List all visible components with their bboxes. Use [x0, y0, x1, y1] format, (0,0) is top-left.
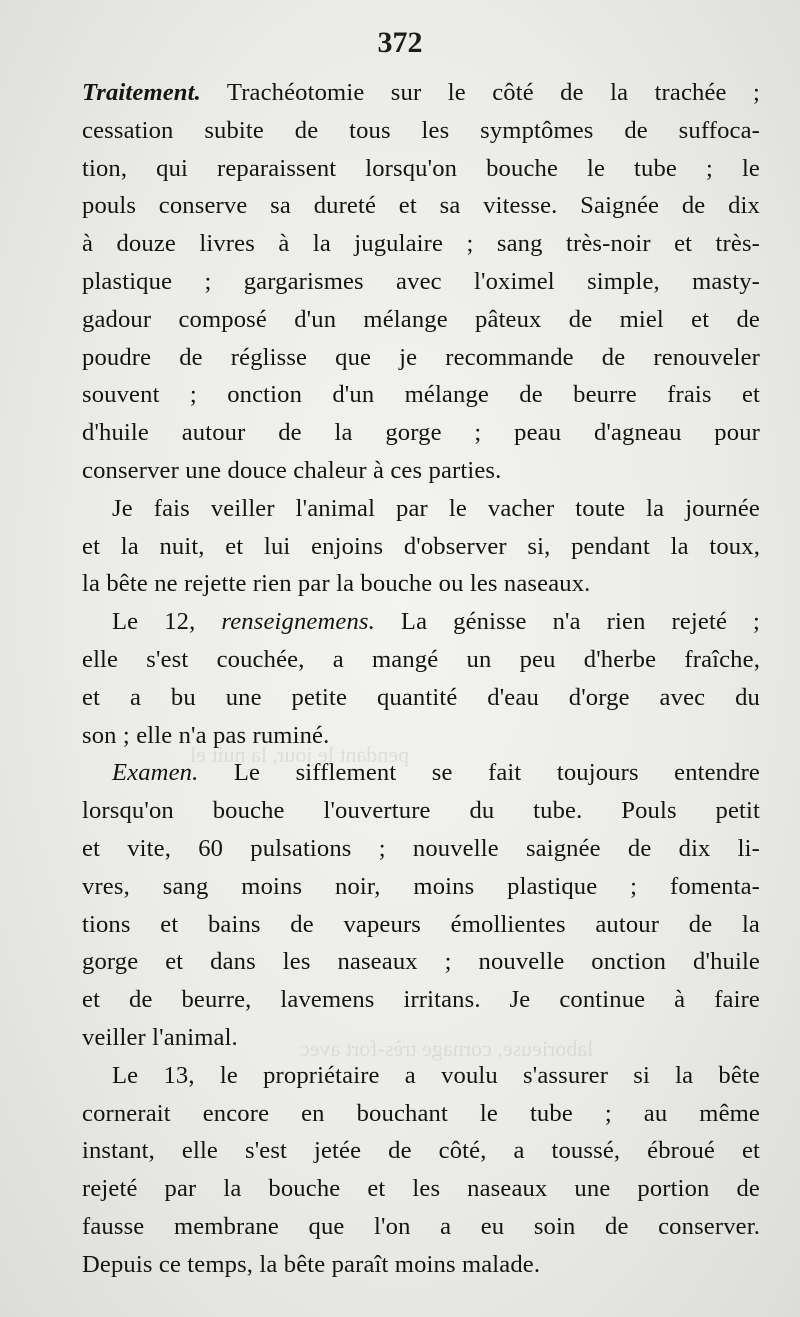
text-line — [82, 1246, 760, 1284]
text-line — [82, 641, 760, 679]
line-text: et vite, 60 pulsations ; nouvelle saignée de dix li- — [82, 834, 760, 862]
line-text: conserver une douce chaleur à ces parties. — [82, 456, 502, 484]
text-line — [82, 906, 760, 944]
text-line — [82, 414, 760, 452]
line-text: gadour composé d'un mélange pâteux de miel et de — [82, 305, 760, 333]
line-text: et de beurre, lavemens irritans. Je continue à faire — [82, 986, 760, 1014]
text-line — [82, 376, 760, 414]
show-through-text: laborieuse, cornage très-fort avec — [300, 1036, 594, 1061]
text-line — [82, 225, 760, 263]
line-text: Le 13, le propriétaire a voulu s'assurer si la bête — [112, 1061, 760, 1089]
line-text: tions et bains de vapeurs émollientes autour de la — [82, 910, 760, 938]
line-text: plastique ; gargarismes avec l'oximel simple, masty- — [82, 267, 760, 295]
line-text: fausse membrane que l'on a eu soin de conserver. — [82, 1212, 760, 1240]
line-text: à douze livres à la jugulaire ; sang très-noir et très- — [82, 230, 760, 258]
line-text: elle s'est couchée, a mangé un peu d'herbe fraîche, — [82, 645, 760, 673]
text-line — [82, 1095, 760, 1133]
line-text: d'huile autour de la gorge ; peau d'agneau pour — [82, 419, 760, 447]
line-text: souvent ; onction d'un mélange de beurre frais et — [82, 381, 760, 409]
line-text: Je fais veiller l'animal par le vacher toute la journée — [112, 494, 760, 522]
body-text — [82, 74, 760, 1284]
text-line — [82, 868, 760, 906]
line-text: et la nuit, et lui enjoins d'observer si, pendant la toux, — [82, 532, 760, 560]
line-lead: Examen. — [112, 759, 199, 787]
line-text: pouls conserve sa dureté et sa vitesse. Saignée de dix — [82, 192, 760, 220]
text-line — [82, 792, 760, 830]
line-text: La génisse n'a rien rejeté ; — [374, 608, 760, 636]
line-text: veiller l'animal. — [82, 1023, 238, 1051]
line-text: vres, sang moins noir, moins plastique ; fomenta- — [82, 872, 760, 900]
line-text: instant, elle s'est jetée de côté, a toussé, ébroué et — [82, 1137, 760, 1165]
text-line — [82, 301, 760, 339]
text-line — [82, 490, 760, 528]
text-line — [82, 830, 760, 868]
line-text: et a bu une petite quantité d'eau d'orge avec du — [82, 683, 760, 711]
line-text: tion, qui reparaissent lorsqu'on bouche le tube ; le — [82, 154, 760, 182]
text-line — [82, 603, 760, 641]
text-line — [82, 943, 760, 981]
page-number: 372 — [377, 26, 423, 59]
line-text: cessation subite de tous les symptômes de suffoca- — [82, 116, 760, 144]
line-text: rejeté par la bouche et les naseaux une portion de — [82, 1175, 760, 1203]
line-text: lorsqu'on bouche l'ouverture du tube. Pouls petit — [82, 797, 760, 825]
text-line — [82, 754, 760, 792]
text-line — [82, 1019, 760, 1057]
text-line — [82, 565, 760, 603]
text-line — [82, 74, 760, 112]
text-line — [82, 981, 760, 1019]
line-lead: Traitement. — [82, 79, 201, 106]
text-line — [82, 679, 760, 717]
text-line — [82, 112, 760, 150]
text-line — [82, 717, 760, 755]
text-line — [82, 263, 760, 301]
line-text: Depuis ce temps, la bête paraît moins malade. — [82, 1250, 541, 1278]
line-text: cornerait encore en bouchant le tube ; au même — [82, 1099, 760, 1127]
text-line — [82, 339, 760, 377]
line-lead: Le 12, — [112, 608, 222, 636]
text-line — [82, 150, 760, 188]
text-line — [82, 1208, 760, 1246]
line-lead-italic: renseignemens. — [221, 608, 375, 636]
text-line — [82, 1132, 760, 1170]
line-text: Le sifflement se fait toujours entendre — [198, 759, 760, 787]
text-line — [82, 187, 760, 225]
line-text: poudre de réglisse que je recommande de renouveler — [82, 343, 760, 371]
show-through-text: pendant le jour, la nuit el — [190, 742, 410, 767]
text-line — [82, 1170, 760, 1208]
text-line — [82, 1057, 760, 1095]
line-text: la bête ne rejette rien par la bouche ou les naseaux. — [82, 570, 591, 598]
line-text: Trachéotomie sur le côté de la trachée ; — [200, 79, 760, 106]
text-line — [82, 528, 760, 566]
line-text: gorge et dans les naseaux ; nouvelle onction d'huile — [82, 948, 760, 976]
line-text: son ; elle n'a pas ruminé. — [82, 721, 330, 749]
text-line — [82, 452, 760, 490]
